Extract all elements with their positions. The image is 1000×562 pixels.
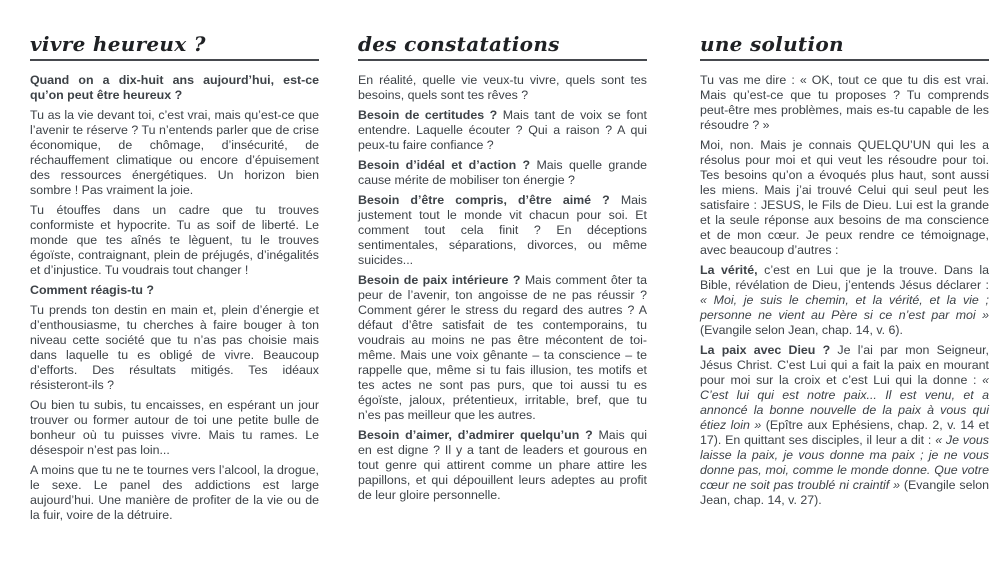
paragraph (358, 428, 647, 503)
text-run: Moi, non. Mais je connais QUELQU’UN qui les a résolus pour moi et qui veut les résoudre pour toi. Tes besoins qu’on a évoqués plus haut, sont aussi les miens. Mais j’ai trouvé Celui qui seul peut les satisfaire : JESUS, le Fils de Dieu. Lui est la grande et la seule réponse aux besoins de ma conscience et de mon cœur. Je peux rendre ce témoignage, avec beaucoup d’autres : (700, 138, 989, 257)
bold-run: Besoin d’aimer, d’admirer quelqu’un ? (358, 428, 593, 442)
bold-run: Besoin d’idéal et d’action ? (358, 158, 531, 172)
text-run: Tu prends ton destin en main et, plein d’énergie et d’enthousiasme, tu cherches à faire bouger à ton niveau cette société que tu n’as pas choisie mais dans laquelle tu es obligé de vivre. Beaucoup d’efforts. Des résultats mitigés. Tes idéaux résisteront-ils ? (30, 303, 319, 392)
column-une-solution (700, 33, 989, 508)
text-run: Tu étouffes dans un cadre que tu trouves conformiste et hypocrite. Tu as soif de liberté. Le monde que tes aînés te lèguent, tu le trouves égoïste, contraignant, plein de préjugés, d’inégalités et d’injustice. Tu voudrais tout changer ! (30, 203, 319, 277)
paragraph (30, 283, 319, 298)
text-run: Mais tant de voix se font entendre. Laquelle écouter ? Qui a raison ? A qui peux-tu faire confiance ? (358, 108, 647, 152)
text-run: (Evangile selon Jean, chap. 14, v. 6). (700, 323, 903, 337)
paragraph (30, 463, 319, 523)
italic-quote-run: « Je vous laisse la paix, je vous donne ma paix ; je ne vous donne pas, moi, comme le monde donne. Que votre cœur ne soit pas troublé ni craintif » (700, 433, 989, 492)
italic-quote-run: « Moi, je suis le chemin, et la vérité, et la vie ; personne ne vient au Père si ce n’est par moi » (700, 293, 989, 322)
paragraph (30, 203, 319, 278)
paragraph (358, 73, 647, 103)
text-run: (Evangile selon Jean, chap. 14, v. 27). (700, 478, 989, 507)
column-title-une-solution: une solution (700, 33, 989, 61)
text-run: Ou bien tu subis, tu encaisses, en espérant un jour trouver ou former autour de toi une petite bulle de bonheur où tu puisses vivre. Mais tu rames. Le désespoir n’est pas loin... (30, 398, 319, 457)
bold-run: La vérité, (700, 263, 758, 277)
bold-run: Besoin de paix intérieure ? (358, 273, 521, 287)
text-run: Tu as la vie devant toi, c’est vrai, mais qu’est-ce que l’avenir te réserve ? Tu n’entends parler que de crise économique, de chômage, d’insécurité, de réchauffement climatique ou encore d’épuisement des ressources énergétiques. Un horizon bien sombre ! Pas vraiment la joie. (30, 108, 319, 197)
text-run: Mais qui en est digne ? Il y a tant de leaders et gourous en tout genre qui attirent comme un phare attire les papillons, et qui dépouillent leurs adeptes au profit de leur gloire personnelle. (358, 428, 647, 502)
paragraph (30, 303, 319, 393)
italic-quote-run: « C’est lui qui est notre paix... Il est venu, et a annoncé la bonne nouvelle de la paix à vous qui étiez loin » (700, 373, 989, 432)
text-run: Mais justement tout le monde vit chacun pour soi. Et comment tout cela finit ? En déceptions sentimentales, séparations, divorces, ou même suicides... (358, 193, 647, 267)
column-title-vivre-heureux: vivre heureux ? (30, 33, 319, 61)
text-run: (Epître aux Ephésiens, chap. 2, v. 14 et 17). En quittant ses disciples, il leur a dit : (700, 418, 989, 447)
bold-run: La paix avec Dieu ? (700, 343, 831, 357)
text-run: Mais quelle grande cause mérite de mobiliser ton énergie ? (358, 158, 647, 187)
text-run: Mais comment ôter ta peur de l’avenir, ton angoisse de ne pas réussir ? Comment gérer le stress du regard des autres ? A défaut d’être satisfait de tes contemporains, tu voudrais au moins ne pas être mécontent de toi-même. Mais une voix gênante – ta conscience – te rappelle que, même si tu fais illusion, tes motifs et tes actes ne sont pas purs, que toi aussi tu es égoïste, jaloux, prétentieux, irritable, bref, que tu n’es pas meilleur que les autres. (358, 273, 647, 422)
bold-run: Quand on a dix-huit ans aujourd’hui, est-ce qu’on peut être heureux ? (30, 73, 319, 102)
column-body-des-constatations (358, 73, 647, 503)
paragraph (358, 108, 647, 153)
text-run: Je l’ai par mon Seigneur, Jésus Christ. C’est Lui qui a fait la paix en mourant pour moi sur la croix et c’est Lui qui la donne : (700, 343, 989, 387)
column-title-des-constatations: des constatations (358, 33, 647, 61)
bold-run: Besoin d’être compris, d’être aimé ? (358, 193, 610, 207)
column-body-une-solution (700, 73, 989, 508)
paragraph (30, 398, 319, 458)
text-run: En réalité, quelle vie veux-tu vivre, quels sont tes besoins, quels sont tes rêves ? (358, 73, 647, 102)
paragraph (358, 158, 647, 188)
text-run: Tu vas me dire : « OK, tout ce que tu dis est vrai. Mais qu’est-ce que tu proposes ? Tu comprends peut-être mes problèmes, mais es-tu capable de les résoudre ? » (700, 73, 989, 132)
paragraph (700, 343, 989, 508)
column-body-vivre-heureux (30, 73, 319, 523)
paragraph (700, 263, 989, 338)
paragraph (30, 73, 319, 103)
column-des-constatations (358, 33, 647, 503)
paragraph (700, 138, 989, 258)
paragraph (700, 73, 989, 133)
bold-run: Comment réagis-tu ? (30, 283, 154, 297)
text-run: A moins que tu ne te tournes vers l’alcool, la drogue, le sexe. Le panel des addictions est large aujourd’hui. Une manière de profiter de la vie ou de la fuir, voire de la détruire. (30, 463, 319, 522)
column-vivre-heureux (30, 33, 319, 523)
paragraph (30, 108, 319, 198)
bold-run: Besoin de certitudes ? (358, 108, 498, 122)
paragraph (358, 193, 647, 268)
paragraph (358, 273, 647, 423)
text-run: c’est en Lui que je la trouve. Dans la Bible, révélation de Dieu, j’entends Jésus déclarer : (700, 263, 990, 292)
